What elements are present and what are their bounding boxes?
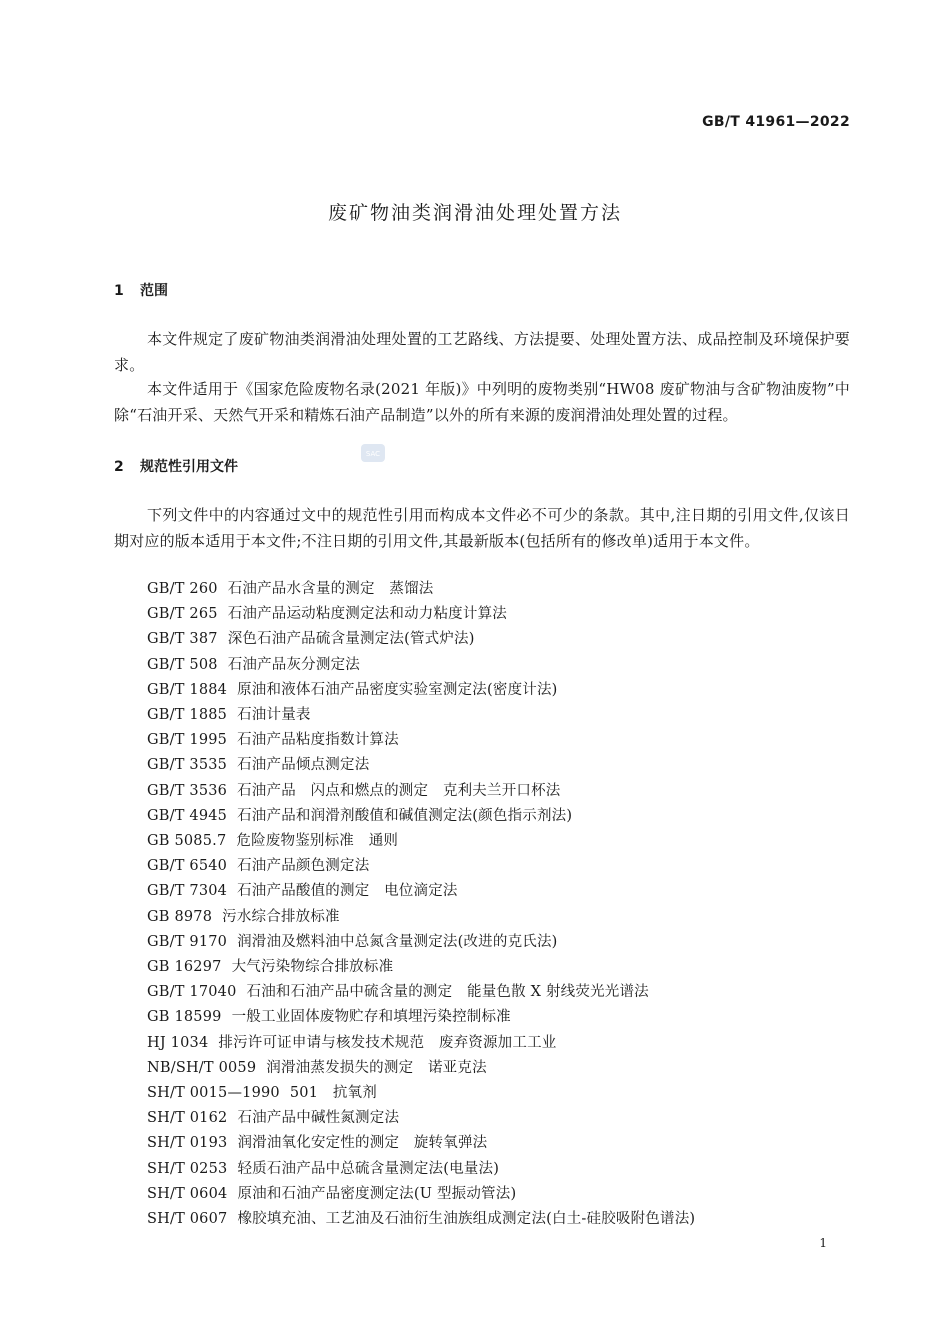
reference-title: 润滑油氧化安定性的测定 旋转氧弹法 — [237, 1135, 488, 1152]
reference-title: 深色石油产品硫含量测定法(管式炉法) — [227, 631, 475, 648]
reference-title: 污水综合排放标准 — [222, 908, 340, 925]
section-1-number: 1 — [114, 283, 124, 299]
reference-title: 石油产品运动粘度测定法和动力粘度计算法 — [227, 606, 507, 623]
scope-paragraph-1: 本文件规定了废矿物油类润滑油处理处置的工艺路线、方法提要、处理处置方法、成品控制及环境保护要求。 — [114, 330, 850, 374]
reference-list — [147, 577, 695, 1232]
reference-code: GB/T 7304 — [147, 883, 228, 900]
reference-item — [147, 1081, 695, 1106]
reference-code: GB/T 1885 — [147, 707, 228, 724]
reference-code: GB/T 1884 — [147, 681, 228, 698]
reference-code: GB/T 260 — [147, 581, 218, 597]
reference-title: 轻质石油产品中总硫含量测定法(电量法) — [237, 1160, 500, 1177]
reference-item — [147, 905, 695, 930]
reference-title: 石油产品酸值的测定 电位滴定法 — [237, 883, 458, 900]
reference-code: GB/T 508 — [147, 656, 218, 673]
reference-code: SH/T 0604 — [147, 1185, 228, 1202]
reference-title: 排污许可证申请与核发技术规范 废弃资源加工工业 — [218, 1034, 557, 1051]
section-2-heading — [114, 456, 238, 476]
reference-title: 一般工业固体废物贮存和填埋污染控制标准 — [231, 1009, 511, 1026]
reference-item — [147, 1005, 695, 1030]
reference-item — [147, 627, 695, 652]
reference-title: 石油产品粘度指数计算法 — [237, 732, 399, 749]
reference-item — [147, 804, 695, 829]
watermark-logo — [360, 443, 386, 463]
reference-title: 石油产品和润滑剂酸值和碱值测定法(颜色指示剂法) — [237, 807, 573, 824]
reference-item — [147, 1157, 695, 1182]
reference-title: 石油产品水含量的测定 蒸馏法 — [227, 581, 434, 597]
reference-title: 石油和石油产品中硫含量的测定 能量色散 X 射线荧光光谱法 — [246, 984, 649, 1001]
reference-code: SH/T 0015—1990 — [147, 1085, 280, 1102]
reference-item — [147, 1031, 695, 1056]
reference-item — [147, 577, 695, 602]
reference-code: GB/T 6540 — [147, 858, 228, 875]
reference-code: GB 16297 — [147, 959, 222, 976]
reference-code: GB 8978 — [147, 908, 213, 925]
reference-code: NB/SH/T 0059 — [147, 1059, 257, 1076]
reference-code: GB/T 9170 — [147, 933, 228, 950]
reference-code: GB/T 3536 — [147, 782, 228, 799]
page-number: 1 — [819, 1236, 827, 1250]
reference-title: 原油和石油产品密度测定法(U 型振动管法) — [237, 1185, 517, 1202]
reference-code: HJ 1034 — [147, 1034, 209, 1051]
reference-title: 大气污染物综合排放标准 — [231, 959, 394, 976]
reference-item — [147, 1207, 695, 1232]
reference-title: 润滑油蒸发损失的测定 诺亚克法 — [266, 1059, 487, 1076]
reference-item — [147, 879, 695, 904]
reference-title: 石油计量表 — [237, 707, 311, 724]
reference-code: SH/T 0607 — [147, 1211, 228, 1228]
section-1-heading — [114, 280, 168, 300]
reference-item — [147, 779, 695, 804]
reference-item — [147, 1182, 695, 1207]
svg-text:SAC: SAC — [365, 450, 381, 458]
reference-code: GB/T 17040 — [147, 984, 237, 1001]
reference-title: 石油产品中碱性氮测定法 — [237, 1110, 400, 1127]
reference-item — [147, 930, 695, 955]
section-2-title: 规范性引用文件 — [140, 459, 238, 475]
reference-title: 危险废物鉴别标准 通则 — [236, 833, 399, 850]
reference-item — [147, 1131, 695, 1156]
reference-title: 橡胶填充油、工艺油及石油衍生油族组成测定法(白土-硅胶吸附色谱法) — [237, 1211, 696, 1228]
reference-code: GB/T 387 — [147, 631, 218, 648]
reference-item — [147, 829, 695, 854]
normative-refs-intro: 下列文件中的内容通过文中的规范性引用而构成本文件必不可少的条款。其中,注日期的引用文件,仅该日期对应的版本适用于本文件;不注日期的引用文件,其最新版本(包括所有的修改单)适用于本文件。 — [114, 506, 850, 550]
reference-title: 润滑油及燃料油中总氮含量测定法(改进的克氏法) — [237, 933, 558, 950]
reference-item — [147, 1106, 695, 1131]
standard-number: GB/T 41961—2022 — [702, 114, 850, 130]
reference-item — [147, 854, 695, 879]
reference-item — [147, 980, 695, 1005]
reference-title: 石油产品灰分测定法 — [227, 656, 360, 673]
section-2-number: 2 — [114, 459, 124, 475]
reference-item — [147, 703, 695, 728]
reference-item — [147, 955, 695, 980]
document-title: 废矿物油类润滑油处理处置方法 — [327, 202, 622, 224]
scope-paragraph-2: 本文件适用于《国家危险废物名录(2021 年版)》中列明的废物类别“HW08 废矿物油与含矿物油废物”中除“石油开采、天然气开采和精炼石油产品制造”以外的所有来源的废润滑油处理处置的过程。 — [114, 380, 850, 424]
section-1-title: 范围 — [140, 283, 168, 299]
reference-title: 石油产品颜色测定法 — [237, 858, 370, 875]
reference-code: SH/T 0162 — [147, 1110, 228, 1127]
reference-title: 原油和液体石油产品密度实验室测定法(密度计法) — [237, 681, 558, 698]
reference-code: GB/T 265 — [147, 606, 218, 623]
reference-code: GB/T 3535 — [147, 757, 228, 774]
reference-title: 石油产品倾点测定法 — [237, 757, 370, 774]
reference-item — [147, 1056, 695, 1081]
reference-code: GB 18599 — [147, 1009, 222, 1026]
reference-code: GB/T 4945 — [147, 807, 228, 824]
reference-item — [147, 753, 695, 778]
reference-title: 501 抗氧剂 — [289, 1085, 377, 1102]
reference-item — [147, 678, 695, 703]
reference-code: GB 5085.7 — [147, 833, 227, 850]
reference-code: SH/T 0253 — [147, 1160, 228, 1177]
reference-code: SH/T 0193 — [147, 1135, 228, 1152]
reference-title: 石油产品 闪点和燃点的测定 克利夫兰开口杯法 — [237, 782, 561, 799]
reference-item — [147, 728, 695, 753]
reference-item — [147, 653, 695, 678]
reference-code: GB/T 1995 — [147, 732, 228, 749]
reference-item — [147, 602, 695, 627]
